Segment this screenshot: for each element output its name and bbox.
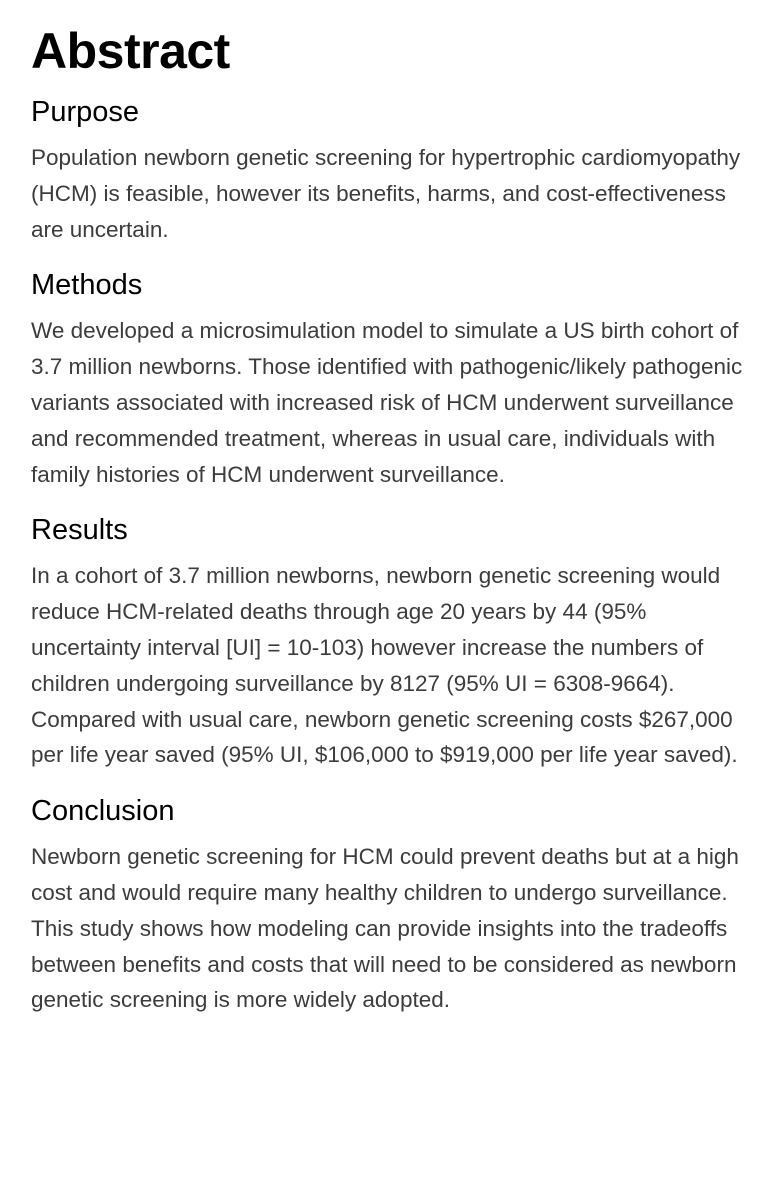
- purpose-section: [31, 94, 747, 247]
- abstract-title: Abstract: [31, 23, 230, 79]
- methods-section: [31, 267, 747, 492]
- conclusion-heading: Conclusion: [31, 795, 175, 828]
- results-section: [31, 512, 747, 773]
- conclusion-section: [31, 793, 747, 1018]
- results-heading: Results: [31, 514, 128, 547]
- results-text: In a cohort of 3.7 million newborns, newborn genetic screening would reduce HCM-related deaths through age 20 years by 44 (95% uncertainty interval [UI] = 10-103) however increase the numbers of children undergoing surveillance by 8127 (95% UI = 6308-9664). Compared with usual care, newborn genetic screening costs $267,000 per life year saved (95% UI, $106,000 to $919,000 per life year saved).: [31, 563, 738, 768]
- conclusion-text: Newborn genetic screening for HCM could prevent deaths but at a high cost and would require many healthy children to undergo surveillance. This study shows how modeling can provide insights into the tradeoffs between benefits and costs that will need to be considered as newborn genetic screening is more widely adopted.: [31, 844, 739, 1013]
- methods-text: We developed a microsimulation model to simulate a US birth cohort of 3.7 million newborns. Those identified with pathogenic/likely pathogenic variants associated with increased risk of HCM underwent surveillance and recommended treatment, whereas in usual care, individuals with family histories of HCM underwent surveillance.: [31, 318, 743, 487]
- purpose-text: Population newborn genetic screening for hypertrophic cardiomyopathy (HCM) is feasible, however its benefits, harms, and cost-effectiveness are uncertain.: [31, 145, 741, 242]
- methods-heading: Methods: [31, 269, 143, 302]
- purpose-heading: Purpose: [31, 96, 140, 128]
